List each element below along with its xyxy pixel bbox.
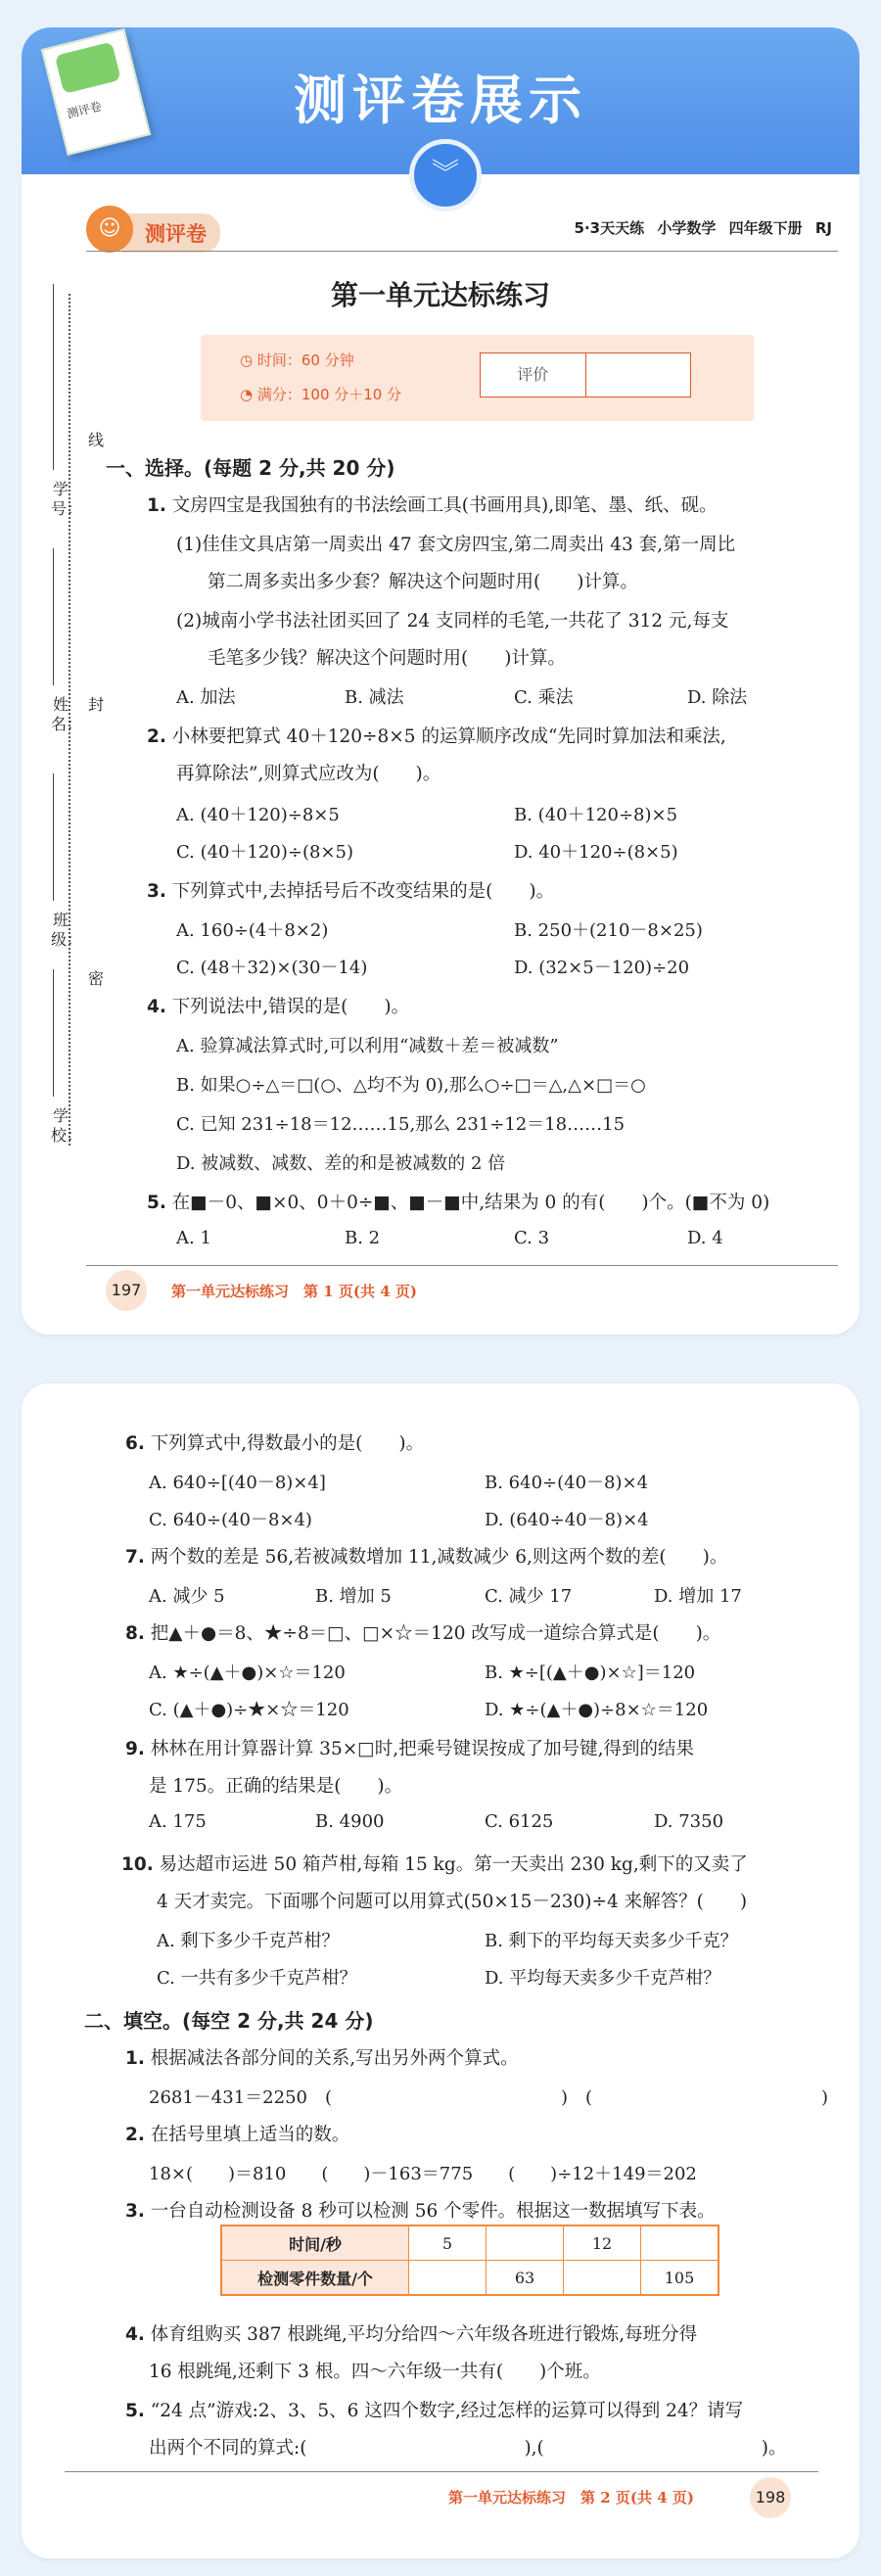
book-label: 测评卷 — [65, 99, 104, 121]
class-label: 班级： — [51, 911, 83, 949]
option-a[interactable]: A. (40＋120)÷8×5 — [176, 805, 340, 825]
question-10-stem: 10. 易达超市运进 50 箱芦柑,每箱 15 kg。第一天卖出 230 kg,剩下的又卖了 — [121, 1854, 748, 1875]
question-3-stem: 3. 下列算式中,去掉括号后不改变结果的是( )。 — [147, 881, 555, 902]
secret-label: 密 — [87, 969, 104, 988]
page-footer: 第一单元达标练习 第 1 页(共 4 页) — [171, 1283, 417, 1300]
option-d[interactable]: D. 4 — [687, 1228, 723, 1248]
fill-question-5-stem: 5. “24 点”游戏:2、3、5、6 这四个数字,经过怎样的运算可以得到 24？请写 — [125, 2401, 744, 2421]
option-b[interactable]: B. 增加 5 — [315, 1586, 392, 1607]
fill-question-4-stem: 4. 体育组购买 387 根跳绳,平均分给四～六年级各班进行锻炼,每班分得 — [125, 2324, 698, 2345]
question-6-stem: 6. 下列算式中,得数最小的是( )。 — [125, 1433, 425, 1454]
question-9-stem: 9. 林林在用计算器计算 35×□时,把乘号键误按成了加号键,得到的结果 — [125, 1739, 694, 1759]
question-2-stem: 2. 小林要把算式 40＋120÷8×5 的运算顺序改成“先同时算加法和乘法, — [147, 726, 726, 747]
option-d[interactable]: D. 40＋120÷(8×5) — [514, 842, 678, 863]
option-c[interactable]: C. (48＋32)×(30－14) — [176, 958, 368, 978]
option-d[interactable]: D. (32×5－120)÷20 — [514, 958, 690, 978]
question-9-stem-cont: 是 175。正确的结果是( )。 — [149, 1776, 403, 1797]
table-row — [221, 2225, 719, 2261]
option-d[interactable]: D. (640÷40－8)×4 — [485, 1510, 649, 1530]
option-c[interactable]: C. 一共有多少千克芦柑？ — [157, 1968, 357, 1989]
option-b[interactable]: B. 剩下的平均每天卖多少千克？ — [485, 1931, 738, 1951]
header-divider — [86, 251, 838, 252]
option-b[interactable]: B. 2 — [345, 1228, 381, 1248]
score-box — [201, 335, 754, 421]
table-cell[interactable]: 5 — [409, 2225, 487, 2261]
option-c[interactable]: C. (▲＋●)÷★×☆＝120 — [149, 1700, 349, 1720]
fill-question-1-stem: 1. 根据减法各部分间的关系,写出另外两个算式。 — [125, 2048, 519, 2069]
option-d[interactable]: D. 被减数、减数、差的和是被减数的 2 倍 — [176, 1153, 506, 1174]
option-a[interactable]: A. 160÷(4＋8×2) — [176, 920, 329, 941]
grade-label: 四年级下册 — [728, 219, 803, 237]
section-1-title: 一、选择。(每题 2 分,共 20 分) — [106, 456, 395, 480]
question-4-stem: 4. 下列说法中,错误的是( )。 — [147, 997, 410, 1017]
student-avatar-icon: ☺ — [86, 206, 133, 253]
question-1-stem: 1. 文房四宝是我国独有的书法绘画工具(书画用具),即笔、墨、纸、砚。 — [147, 495, 718, 516]
fill-question-5-stem-cont[interactable]: 出两个不同的算式:( ),( )。 — [149, 2438, 787, 2459]
fill-question-1-blanks[interactable]: 2681－431＝2250 ( ) ( ) — [149, 2087, 829, 2108]
option-c[interactable]: C. 640÷(40－8×4) — [149, 1510, 312, 1530]
data-table — [220, 2225, 719, 2296]
option-d[interactable]: D. ★÷(▲＋●)÷8×☆＝120 — [485, 1700, 709, 1720]
option-a[interactable]: A. 加法 — [176, 687, 236, 708]
option-d[interactable]: D. 平均每天卖多少千克芦柑？ — [485, 1968, 721, 1989]
table-cell[interactable]: 63 — [487, 2261, 564, 2296]
option-d[interactable]: D. 7350 — [654, 1811, 724, 1832]
option-b[interactable]: B. 4900 — [315, 1811, 385, 1832]
question-10-stem-cont: 4 天才卖完。下面哪个问题可以用算式(50×15－230)÷4 来解答？( ) — [157, 1892, 748, 1912]
fill-question-2-blanks[interactable]: 18×( )＝810 ( )－163＝775 ( )÷12＋149＝202 — [149, 2164, 697, 2184]
option-b[interactable]: B. (40＋120÷8)×5 — [514, 805, 678, 825]
chevron-down-icon[interactable]: ︾ — [409, 139, 482, 211]
table-cell[interactable] — [409, 2261, 487, 2296]
full-score: ◔ 满分：100 分＋10 分 — [240, 386, 402, 403]
option-b[interactable]: B. 250＋(210－8×25) — [514, 920, 703, 941]
question-1-sub2: (2)城南小学书法社团买回了 24 支同样的毛笔,一共花了 312 元,每支 — [176, 611, 729, 632]
series-label: 5·3天天练 — [574, 219, 645, 237]
school-label: 学校： — [51, 1106, 83, 1145]
table-cell[interactable] — [487, 2225, 564, 2261]
option-a[interactable]: A. 640÷[(40－8)×4] — [149, 1473, 326, 1493]
table-cell[interactable] — [641, 2225, 719, 2261]
question-1-sub2-cont: 毛笔多少钱？解决这个问题时用( )计算。 — [208, 648, 566, 669]
line-label: 线 — [87, 431, 104, 449]
section-2-title: 二、填空。(每空 2 分,共 24 分) — [84, 2009, 374, 2033]
option-a[interactable]: A. ★÷(▲＋●)×☆＝120 — [149, 1663, 346, 1683]
student-number-label: 学号： — [51, 480, 83, 518]
question-7-stem: 7. 两个数的差是 56,若被减数增加 11,减数减少 6,则这两个数的差( )。 — [125, 1547, 728, 1568]
question-8-stem: 8. 把▲＋●＝8、★÷8＝□、□×☆＝120 改写成一道综合算式是( )。 — [125, 1623, 721, 1644]
binding-sidebar — [39, 284, 104, 1165]
option-b[interactable]: B. 640÷(40－8)×4 — [485, 1473, 649, 1493]
class-field[interactable] — [53, 773, 54, 901]
evaluation-field[interactable] — [586, 353, 691, 397]
option-b[interactable]: B. 减法 — [345, 687, 404, 708]
name-field[interactable] — [53, 548, 54, 685]
fill-question-3-stem: 3. 一台自动检测设备 8 秒可以检测 56 个零件。根据这一数据填写下表。 — [125, 2201, 716, 2222]
page-number: 197 — [106, 1270, 147, 1311]
option-c[interactable]: C. 已知 231÷18＝12……15,那么 231÷12＝18……15 — [176, 1114, 626, 1135]
subject-label: 小学数学 — [657, 219, 717, 237]
table-cell[interactable] — [564, 2261, 641, 2296]
option-b[interactable]: B. ★÷[(▲＋●)×☆]＝120 — [485, 1663, 696, 1683]
book-logo-icon — [55, 42, 121, 94]
question-1-sub1: (1)佳佳文具店第一周卖出 47 套文房四宝,第二周卖出 43 套,第一周比 — [176, 535, 736, 555]
page-number: 198 — [750, 2477, 791, 2518]
time-limit: ◷ 时间：60 分钟 — [240, 351, 354, 369]
option-a[interactable]: A. 剩下多少千克芦柑？ — [157, 1931, 340, 1951]
option-a[interactable]: A. 减少 5 — [149, 1586, 225, 1607]
question-5-stem: 5. 在■－0、■×0、0＋0÷■、■－■中,结果为 0 的有( )个。(■不为 0) — [147, 1193, 770, 1213]
option-a[interactable]: A. 1 — [176, 1228, 211, 1248]
name-label: 姓名： — [51, 695, 83, 733]
page-title: 第一单元达标练习 — [330, 279, 550, 311]
school-field[interactable] — [53, 969, 54, 1097]
page-footer: 第一单元达标练习 第 2 页(共 4 页) — [448, 2489, 694, 2506]
fill-question-4-stem-cont: 16 根跳绳,还剩下 3 根。四～六年级一共有( )个班。 — [149, 2362, 601, 2382]
book-info — [575, 217, 832, 238]
option-a[interactable]: A. 175 — [149, 1811, 207, 1832]
table-header-count: 检测零件数量/个 — [221, 2261, 409, 2296]
option-d[interactable]: D. 除法 — [687, 687, 748, 708]
evaluation-table — [480, 352, 691, 398]
question-1-sub1-cont: 第二周多卖出多少套？解决这个问题时用( )计算。 — [208, 572, 638, 592]
table-cell[interactable]: 12 — [564, 2225, 641, 2261]
tag-label: 测评卷 — [121, 213, 220, 253]
fill-question-2-stem: 2. 在括号里填上适当的数。 — [125, 2125, 350, 2145]
option-c[interactable]: C. (40＋120)÷(8×5) — [176, 842, 353, 863]
table-header-time: 时间/秒 — [221, 2225, 409, 2261]
option-c[interactable]: C. 6125 — [485, 1811, 554, 1832]
option-d[interactable]: D. 增加 17 — [654, 1586, 742, 1607]
seal-label: 封 — [87, 695, 104, 714]
option-c[interactable]: C. 3 — [514, 1228, 550, 1248]
table-row — [221, 2261, 719, 2296]
banner-title: 测评卷展示 — [294, 70, 587, 131]
footer-divider — [65, 2471, 818, 2472]
option-a[interactable]: A. 验算减法算式时,可以利用“减数＋差＝被减数” — [176, 1036, 559, 1056]
option-c[interactable]: C. 乘法 — [514, 687, 574, 708]
edition-label: RJ — [814, 219, 832, 237]
footer-divider — [86, 1265, 838, 1266]
option-b[interactable]: B. 如果○÷△＝□(○、△均不为 0),那么○÷□＝△,△×□＝○ — [176, 1075, 646, 1096]
option-c[interactable]: C. 减少 17 — [485, 1586, 573, 1607]
question-2-stem-cont: 再算除法”,则算式应改为( )。 — [176, 764, 441, 784]
table-cell[interactable]: 105 — [641, 2261, 719, 2296]
evaluation-label: 评价 — [481, 353, 586, 397]
student-number-field[interactable] — [53, 284, 54, 470]
